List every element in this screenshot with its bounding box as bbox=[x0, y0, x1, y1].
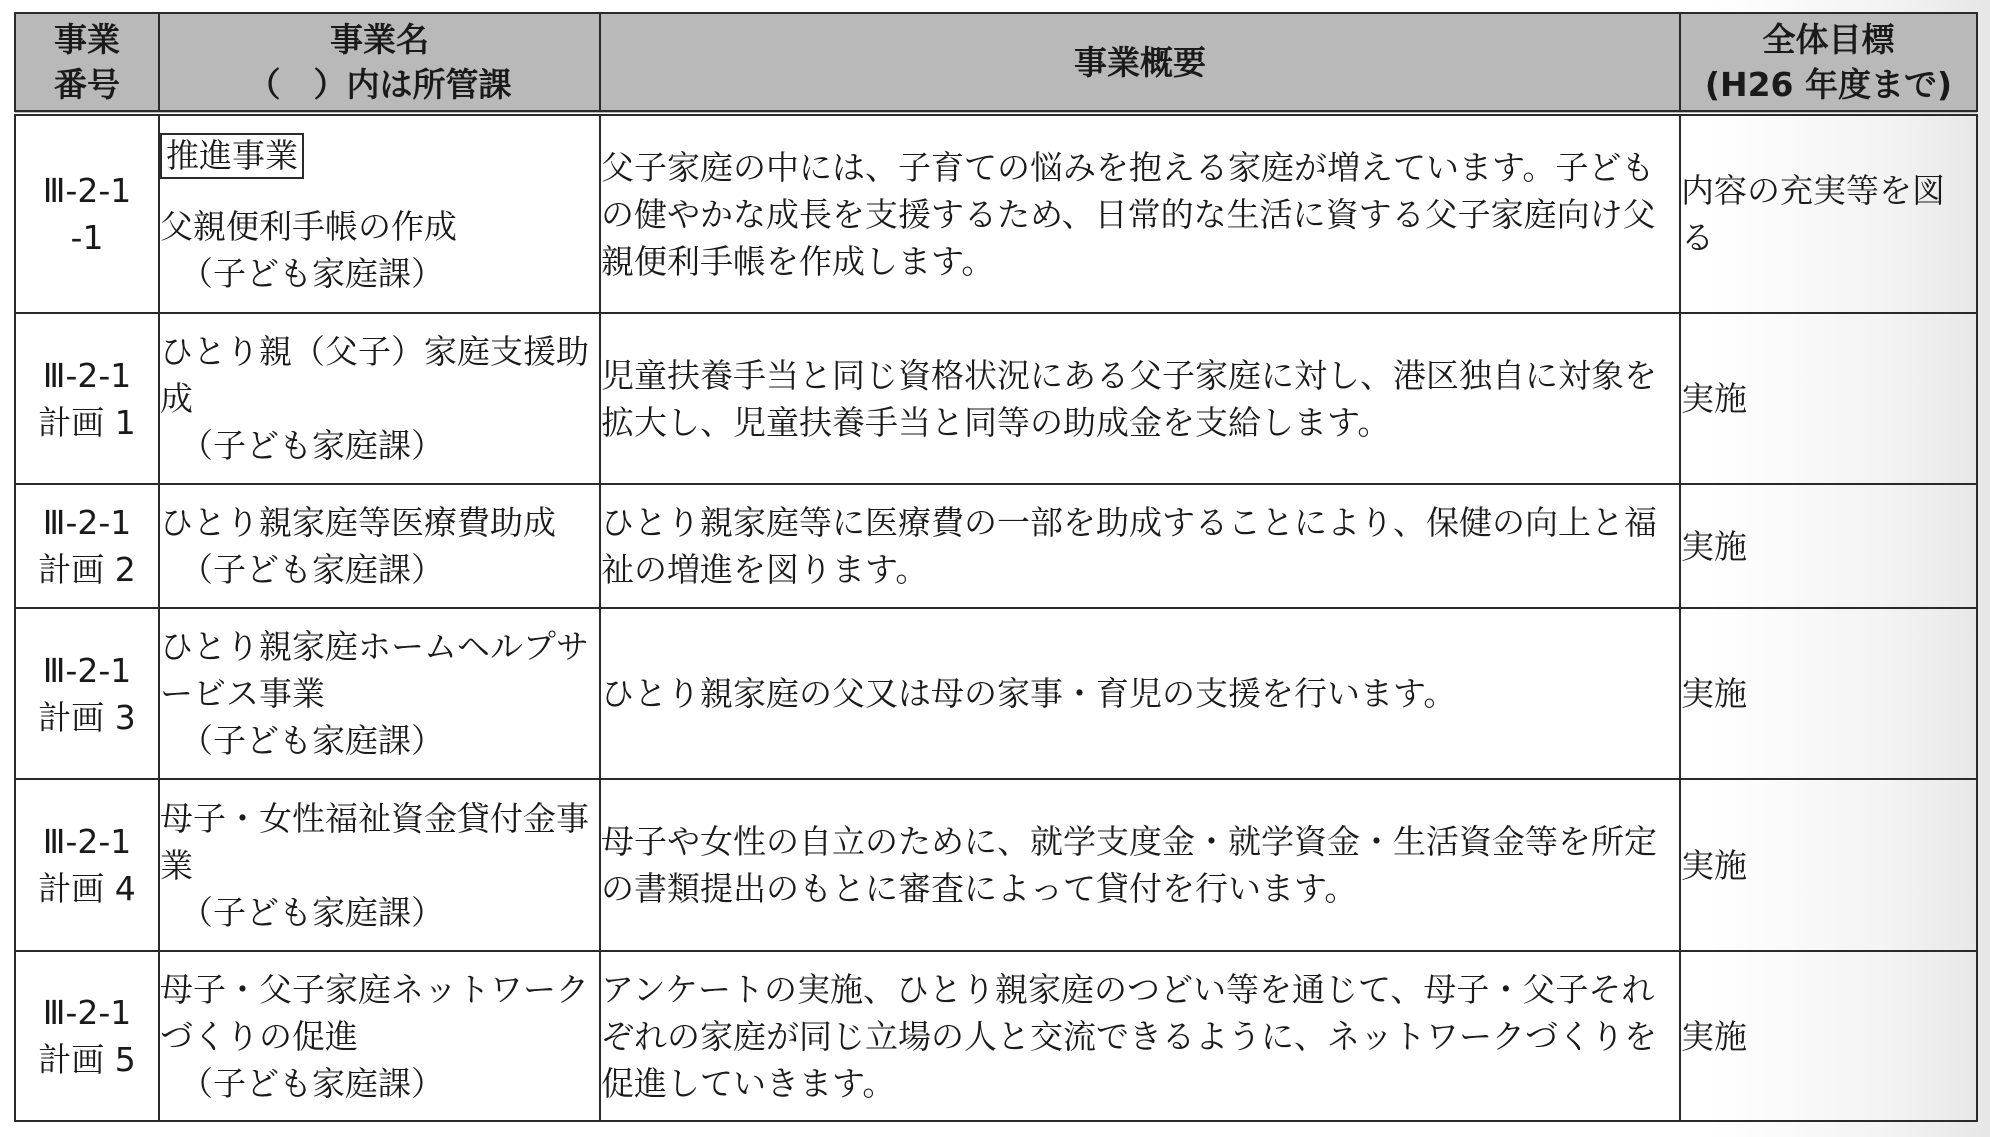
overall-goal-cell: 実施 bbox=[1680, 484, 1977, 608]
project-number-line1: Ⅲ-2-1 bbox=[42, 355, 132, 395]
header-project-number bbox=[15, 13, 159, 113]
project-name-cell bbox=[159, 608, 600, 779]
project-number-line2: -1 bbox=[70, 218, 104, 257]
overall-goal-cell: 内容の充実等を図る bbox=[1680, 113, 1977, 313]
department-name: （子ども家庭課） bbox=[180, 426, 444, 465]
header-project-name bbox=[159, 13, 600, 113]
department-name: （子ども家庭課） bbox=[180, 550, 444, 589]
table-row bbox=[15, 113, 1977, 313]
department-name: （子ども家庭課） bbox=[180, 892, 444, 932]
table-row bbox=[15, 779, 1977, 951]
header-project-name-line1: 事業名 bbox=[330, 20, 429, 59]
project-number-cell bbox=[15, 313, 159, 484]
project-summary-cell: アンケートの実施、ひとり親家庭のつどい等を通じて、母子・父子それぞれの家庭が同じ立場の人と交流できるように、ネットワークづくりを促進していきます。 bbox=[600, 951, 1680, 1121]
project-table bbox=[14, 12, 1978, 1122]
project-name-cell bbox=[159, 313, 600, 484]
project-number-line1: Ⅲ-2-1 bbox=[42, 171, 132, 210]
project-number-line2: 計画 4 bbox=[38, 869, 136, 908]
project-name-cell bbox=[159, 779, 600, 951]
overall-goal-cell: 実施 bbox=[1680, 779, 1977, 951]
project-name: 母子・女性福祉資金貸付金事業 bbox=[160, 798, 589, 885]
project-name: ひとり親家庭ホームヘルプサービス事業 bbox=[160, 627, 589, 713]
project-number-cell bbox=[15, 113, 159, 313]
header-overall-goal-line1: 全体目標 bbox=[1762, 20, 1895, 59]
header-project-number-line1: 事業 bbox=[54, 20, 120, 59]
promotion-project-badge: 推進事業 bbox=[160, 133, 304, 179]
project-number-line2: 計画 5 bbox=[38, 1040, 136, 1079]
project-name: 父親便利手帳の作成 bbox=[160, 206, 457, 246]
project-number-cell bbox=[15, 779, 159, 951]
project-name: 母子・父子家庭ネットワークづくりの促進 bbox=[160, 969, 589, 1056]
header-overall-goal bbox=[1680, 13, 1977, 113]
project-number-line2: 計画 1 bbox=[38, 402, 136, 442]
overall-goal-cell: 実施 bbox=[1680, 951, 1977, 1121]
header-overall-goal-line2: (H26 年度まで) bbox=[1704, 65, 1953, 104]
project-summary-cell: ひとり親家庭等に医療費の一部を助成することにより、保健の向上と福祉の増進を図ります。 bbox=[600, 484, 1680, 608]
header-project-number-line2: 番号 bbox=[54, 65, 120, 104]
department-name: （子ども家庭課） bbox=[180, 1063, 444, 1103]
table-row bbox=[15, 608, 1977, 779]
project-number-line1: Ⅲ-2-1 bbox=[42, 650, 132, 690]
project-name-cell bbox=[159, 484, 600, 608]
project-number-cell bbox=[15, 484, 159, 608]
table-row bbox=[15, 951, 1977, 1121]
overall-goal-cell: 実施 bbox=[1680, 313, 1977, 484]
overall-goal-cell: 実施 bbox=[1680, 608, 1977, 779]
project-number-line1: Ⅲ-2-1 bbox=[42, 822, 132, 861]
project-name-cell bbox=[159, 113, 600, 313]
project-number-cell bbox=[15, 951, 159, 1121]
project-summary-cell: 父子家庭の中には、子育ての悩みを抱える家庭が増えています。子どもの健やかな成長を支援するため、日常的な生活に資する父子家庭向け父親便利手帳を作成します。 bbox=[600, 113, 1680, 313]
project-number-line2: 計画 3 bbox=[38, 697, 136, 737]
project-name: ひとり親家庭等医療費助成 bbox=[160, 503, 556, 542]
project-summary-cell: ひとり親家庭の父又は母の家事・育児の支援を行います。 bbox=[600, 608, 1680, 779]
header-row bbox=[15, 13, 1977, 113]
project-summary-cell: 児童扶養手当と同じ資格状況にある父子家庭に対し、港区独自に対象を拡大し、児童扶養手当と同等の助成金を支給します。 bbox=[600, 313, 1680, 484]
project-number-cell bbox=[15, 608, 159, 779]
project-name: ひとり親（父子）家庭支援助成 bbox=[160, 332, 589, 418]
project-number-line1: Ⅲ-2-1 bbox=[42, 993, 132, 1032]
header-project-summary-label: 事業概要 bbox=[1074, 42, 1206, 82]
header-project-summary bbox=[600, 13, 1680, 113]
project-number-line2: 計画 2 bbox=[38, 550, 136, 589]
table-row bbox=[15, 313, 1977, 484]
project-name-cell bbox=[159, 951, 600, 1121]
table-row bbox=[15, 484, 1977, 608]
project-summary-cell: 母子や女性の自立のために、就学支度金・就学資金・生活資金等を所定の書類提出のもとに審査によって貸付を行います。 bbox=[600, 779, 1680, 951]
header-project-name-line2: （ ）内は所管課 bbox=[247, 65, 512, 104]
project-number-line1: Ⅲ-2-1 bbox=[42, 503, 132, 542]
department-name: （子ども家庭課） bbox=[180, 721, 444, 760]
department-name: （子ども家庭課） bbox=[180, 253, 444, 293]
